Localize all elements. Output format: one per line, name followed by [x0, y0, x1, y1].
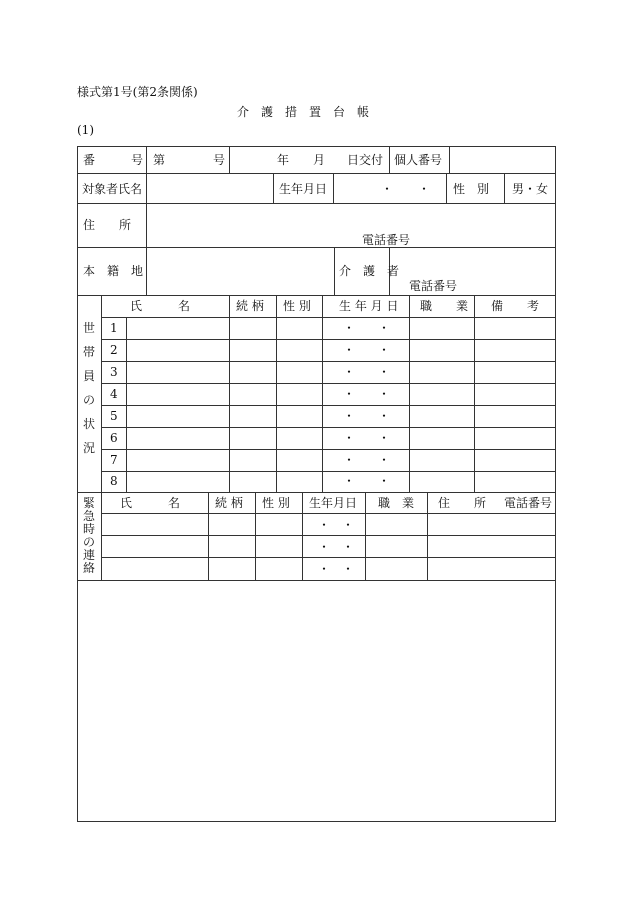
- cell-divider: [389, 146, 390, 173]
- number-go: 号: [213, 153, 226, 167]
- household-col-divider: [409, 295, 410, 492]
- household-row-number: 1: [110, 321, 118, 335]
- household-birth-dot: ・: [378, 387, 391, 401]
- household-col-divider: [276, 295, 277, 492]
- birthdate-dot: ・: [381, 182, 394, 196]
- number-dai: 第: [153, 153, 166, 167]
- household-birth-dot: ・: [343, 387, 356, 401]
- row-divider: [77, 173, 556, 174]
- household-birth-dot: ・: [378, 474, 391, 488]
- household-birth-dot: ・: [378, 321, 391, 335]
- household-birth-dot: ・: [378, 343, 391, 357]
- emergency-birth-dot: ・: [318, 518, 331, 532]
- cell-divider: [504, 173, 505, 203]
- cell-divider: [146, 247, 147, 295]
- cell-divider: [146, 203, 147, 247]
- household-birth-dot: ・: [343, 409, 356, 423]
- household-row-divider: [101, 383, 556, 384]
- emergency-col-divider: [427, 492, 428, 580]
- issue-month: 月: [313, 153, 326, 167]
- cell-divider: [146, 146, 147, 173]
- household-col-divider: [229, 295, 230, 492]
- household-col-divider: [474, 295, 475, 492]
- emergency-row-divider: [101, 557, 556, 558]
- household-side-divider: [101, 295, 102, 492]
- household-birth-dot: ・: [343, 431, 356, 445]
- household-col-divider: [322, 295, 323, 492]
- emergency-header-phone: 電話番号: [504, 496, 553, 510]
- cell-divider: [446, 173, 447, 203]
- household-row-number: 4: [110, 387, 118, 401]
- subject-name-label: 対象者氏名: [82, 182, 143, 196]
- address-label: 住 所: [83, 218, 132, 232]
- household-row-divider: [101, 339, 556, 340]
- household-birth-dot: ・: [378, 431, 391, 445]
- emergency-birth-dot: ・: [318, 562, 331, 576]
- household-header-remarks: 備 考: [491, 299, 540, 313]
- household-header-relation: 続 柄: [236, 299, 264, 313]
- household-row-divider: [101, 471, 556, 472]
- emergency-side-label: 緊 急 時 の 連 絡: [82, 496, 95, 575]
- cell-divider: [333, 173, 334, 203]
- household-birth-dot: ・: [378, 365, 391, 379]
- household-row-number: 7: [110, 453, 118, 467]
- household-birth-dot: ・: [378, 409, 391, 423]
- domicile-label: 本 籍 地: [83, 264, 144, 278]
- page-title: 介 護 措 置 台 帳: [237, 105, 370, 119]
- household-birth-dot: ・: [343, 453, 356, 467]
- household-header-birthdate: 生 年 月 日: [339, 299, 399, 313]
- emergency-col-divider: [302, 492, 303, 580]
- emergency-birth-dot: ・: [342, 540, 355, 554]
- household-header-occupation: 職 業: [420, 299, 469, 313]
- household-header-name: 氏 名: [130, 299, 191, 313]
- household-row-number: 6: [110, 431, 118, 445]
- section-number: (1): [77, 123, 94, 137]
- household-birth-dot: ・: [343, 474, 356, 488]
- emergency-header-relation: 続 柄: [215, 496, 243, 510]
- form-number: 様式第1号(第2条関係): [77, 85, 198, 99]
- sex-label: 性 別: [453, 182, 490, 196]
- household-row-divider: [101, 427, 556, 428]
- caregiver-label: 介 護 者: [339, 264, 400, 278]
- issue-year: 年: [277, 153, 290, 167]
- household-row-number: 3: [110, 365, 118, 379]
- emergency-header-name: 氏 名: [120, 496, 181, 510]
- household-row-divider: [101, 405, 556, 406]
- emergency-header-address: 住 所: [438, 496, 487, 510]
- emergency-col-divider: [365, 492, 366, 580]
- cell-divider: [146, 173, 147, 203]
- row-divider: [77, 203, 556, 204]
- emergency-birth-dot: ・: [342, 518, 355, 532]
- household-row-number: 5: [110, 409, 118, 423]
- personal-number-label: 個人番号: [394, 153, 443, 167]
- birthdate-label: 生年月日: [279, 182, 328, 196]
- household-header-sex: 性 別: [283, 299, 311, 313]
- household-birth-dot: ・: [378, 453, 391, 467]
- emergency-birth-dot: ・: [342, 562, 355, 576]
- household-row-divider: [101, 361, 556, 362]
- cell-divider: [229, 146, 230, 173]
- row-divider: [77, 295, 556, 296]
- notes-area[interactable]: [78, 581, 555, 821]
- household-birth-dot: ・: [343, 321, 356, 335]
- row-divider: [77, 247, 556, 248]
- emergency-header-occupation: 職 業: [378, 496, 415, 510]
- emergency-row-divider: [101, 513, 556, 514]
- emergency-col-divider: [208, 492, 209, 580]
- number-label: 番 号: [83, 153, 144, 167]
- household-row-divider: [101, 317, 556, 318]
- household-row-number: 8: [110, 474, 118, 488]
- emergency-header-birthdate: 生年月日: [309, 496, 358, 510]
- household-birth-dot: ・: [343, 365, 356, 379]
- cell-divider: [273, 173, 274, 203]
- household-row-divider: [101, 449, 556, 450]
- emergency-row-divider: [101, 535, 556, 536]
- household-side-label: 世 帯 員 の 状 況: [82, 321, 95, 455]
- emergency-header-sex: 性 別: [262, 496, 290, 510]
- household-row-number: 2: [110, 343, 118, 357]
- section-divider: [77, 492, 556, 493]
- address-phone-label: 電話番号: [362, 233, 411, 247]
- cell-divider: [449, 146, 450, 173]
- emergency-col-divider: [255, 492, 256, 580]
- issue-day: 日交付: [347, 153, 384, 167]
- sex-options[interactable]: 男・女: [512, 182, 549, 196]
- cell-divider: [334, 247, 335, 295]
- birthdate-dot: ・: [418, 182, 431, 196]
- household-birth-dot: ・: [343, 343, 356, 357]
- caregiver-phone-label: 電話番号: [409, 279, 458, 293]
- emergency-birth-dot: ・: [318, 540, 331, 554]
- emergency-side-divider: [101, 492, 102, 580]
